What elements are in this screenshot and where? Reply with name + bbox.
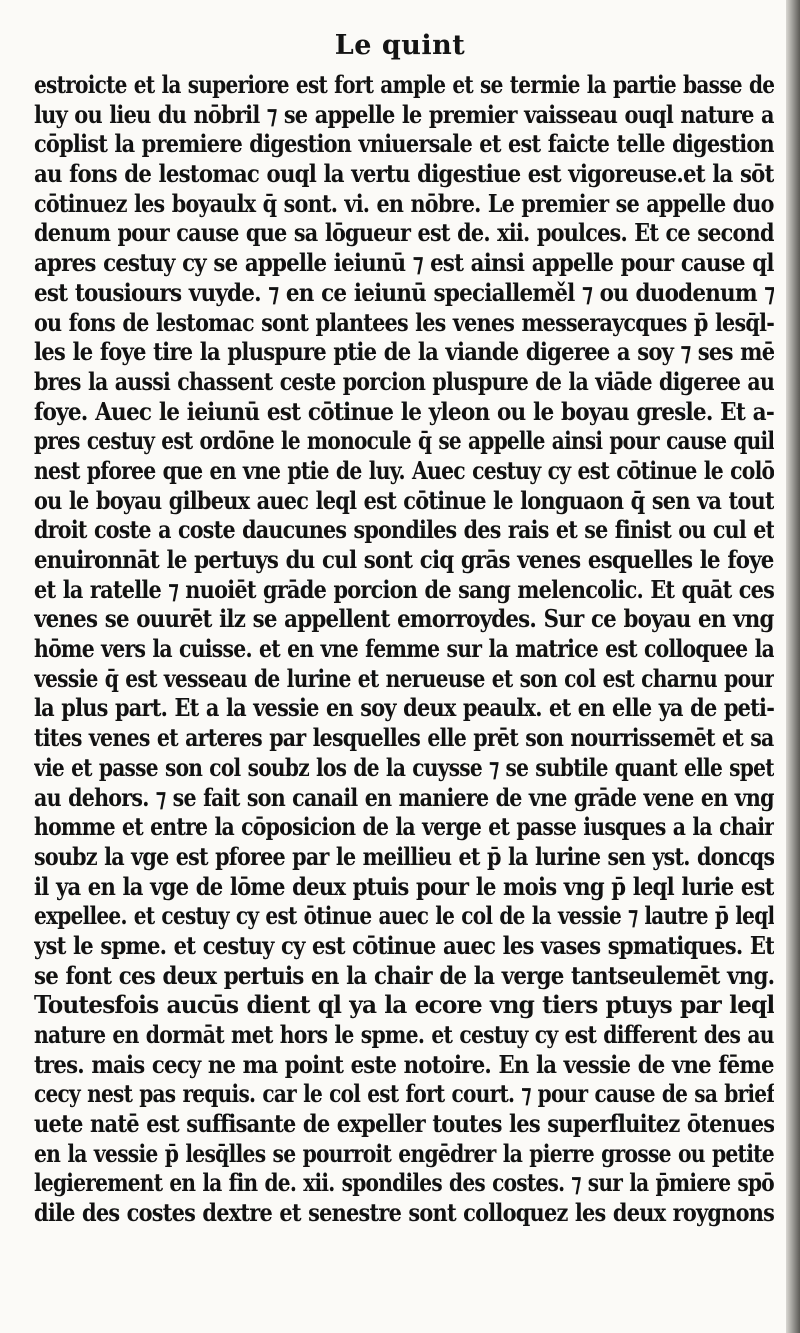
text-line: ou le boyau gilbeux auec leql est cōtinue le longuaon q̄ sen va tout xyxy=(34,485,774,515)
text-line: la plus part. Et a la vessie en soy deux peaulx. et en elle ya de peti- xyxy=(34,693,774,723)
text-line: estroicte et la superiore est fort ample et se termie la partie basse de xyxy=(34,70,774,99)
text-line: au fons de lestomac ouql la vertu digestiue est vigoreuse.et la sōt xyxy=(34,159,774,189)
text-line: yst le spme. et cestuy cy est cōtinue auec les vases spmatiques. Et xyxy=(34,930,774,960)
text-line: foye. Auec le ieiunū est cōtinue le yleon ou le boyau gresle. Et a- xyxy=(34,396,774,426)
text-line: expellee. et cestuy cy est ōtinue auec le col de la vessie ⁊ lautre p̄ leql xyxy=(34,901,774,931)
running-head: Le quint xyxy=(334,30,466,61)
text-line: au dehors. ⁊ se fait son canail en maniere de vne grāde vene en vng xyxy=(34,782,774,812)
text-line: droit coste a coste daucunes spondiles des rais et se finist ou cul et xyxy=(34,515,774,545)
text-line: Toutesfois aucūs dient ql ya la ecore vng tiers ptuys par leql xyxy=(34,990,774,1020)
text-line: tites venes et arteres par lesquelles elle prēt son nourrissemēt et sa xyxy=(34,723,774,753)
text-line: se font ces deux pertuis en la chair de la verge tantseulemēt vng. xyxy=(34,960,774,990)
text-line: cecy nest pas requis. car le col est fort court. ⁊ pour cause de sa brief xyxy=(34,1079,774,1109)
text-line: en la vessie p̄ lesq̄lles se pourroit engēdrer la pierre grosse ou petite xyxy=(34,1138,774,1168)
text-line: uete natē est suffisante de expeller toutes les superfluitez ōtenues xyxy=(34,1109,774,1139)
text-line: apres cestuy cy se appelle ieiunū ⁊ est ainsi appelle pour cause ql xyxy=(34,248,774,278)
text-line: et la ratelle ⁊ nuoiēt grāde porcion de sang melencolic. Et quāt ces xyxy=(34,574,774,604)
text-line: homme et entre la cōposicion de la verge et passe iusques a la chair xyxy=(34,812,774,842)
text-line: cōtinuez les boyaulx q̄ sont. vi. en nōbre. Le premier se appelle duo xyxy=(34,188,774,218)
text-line: hōme vers la cuisse. et en vne femme sur la matrice est colloquee la xyxy=(34,634,774,664)
text-line: cōplist la premiere digestion vniuersale et est faicte telle digestion xyxy=(34,129,774,159)
text-line: venes se ouurēt ilz se appellent emorroydes. Sur ce boyau en vng xyxy=(34,604,774,634)
text-line: nest pforee que en vne ptie de luy. Auec cestuy cy est cōtinue le colō xyxy=(34,455,774,485)
text-line: les le foye tire la pluspure ptie de la viande digeree a soy ⁊ ses mē xyxy=(34,337,774,367)
text-line: il ya en la vge de lōme deux ptuis pour le mois vng p̄ leql lurie est xyxy=(34,871,774,901)
text-line: vie et passe son col soubz los de la cuysse ⁊ se subtile quant elle spet xyxy=(34,752,774,782)
text-line: bres la aussi chassent ceste porcion pluspure de la viāde digeree au xyxy=(34,366,774,396)
text-line: legierement en la fin de. xii. spondiles des costes. ⁊ sur la p̄miere spō xyxy=(34,1168,774,1198)
page-gutter xyxy=(786,0,800,1333)
text-line: tres. mais cecy ne ma point este notoire. En la vessie de vne fēme xyxy=(34,1049,774,1079)
text-block xyxy=(34,70,774,1310)
text-line: nature en dormāt met hors le spme. et cestuy cy est different des au xyxy=(34,1020,774,1049)
text-line: denum pour cause que sa lōgueur est de. xii. poulces. Et ce second xyxy=(34,218,774,248)
text-line: ou fons de lestomac sont plantees les venes messeraycques p̄ lesq̄l- xyxy=(34,307,774,337)
text-line: dile des costes dextre et senestre sont colloquez les deux roygnons xyxy=(34,1198,774,1228)
text-line: pres cestuy est ordōne le monocule q̄ se appelle ainsi pour cause quil xyxy=(34,426,774,456)
text-line: est tousiours vuyde. ⁊ en ce ieiunū specialleměl ⁊ ou duodenum ⁊ xyxy=(34,277,774,307)
text-line: vessie q̄ est vesseau de lurine et nerueuse et son col est charnu pour xyxy=(34,663,774,693)
text-line: luy ou lieu du nōbril ⁊ se appelle le premier vaisseau ouql nature a xyxy=(34,99,774,129)
text-line: soubz la vge est pforee par le meillieu et p̄ la lurine sen yst. doncqs xyxy=(34,841,774,871)
text-line: enuironnāt le pertuys du cul sont ciq grās venes esquelles le foye xyxy=(34,545,774,574)
